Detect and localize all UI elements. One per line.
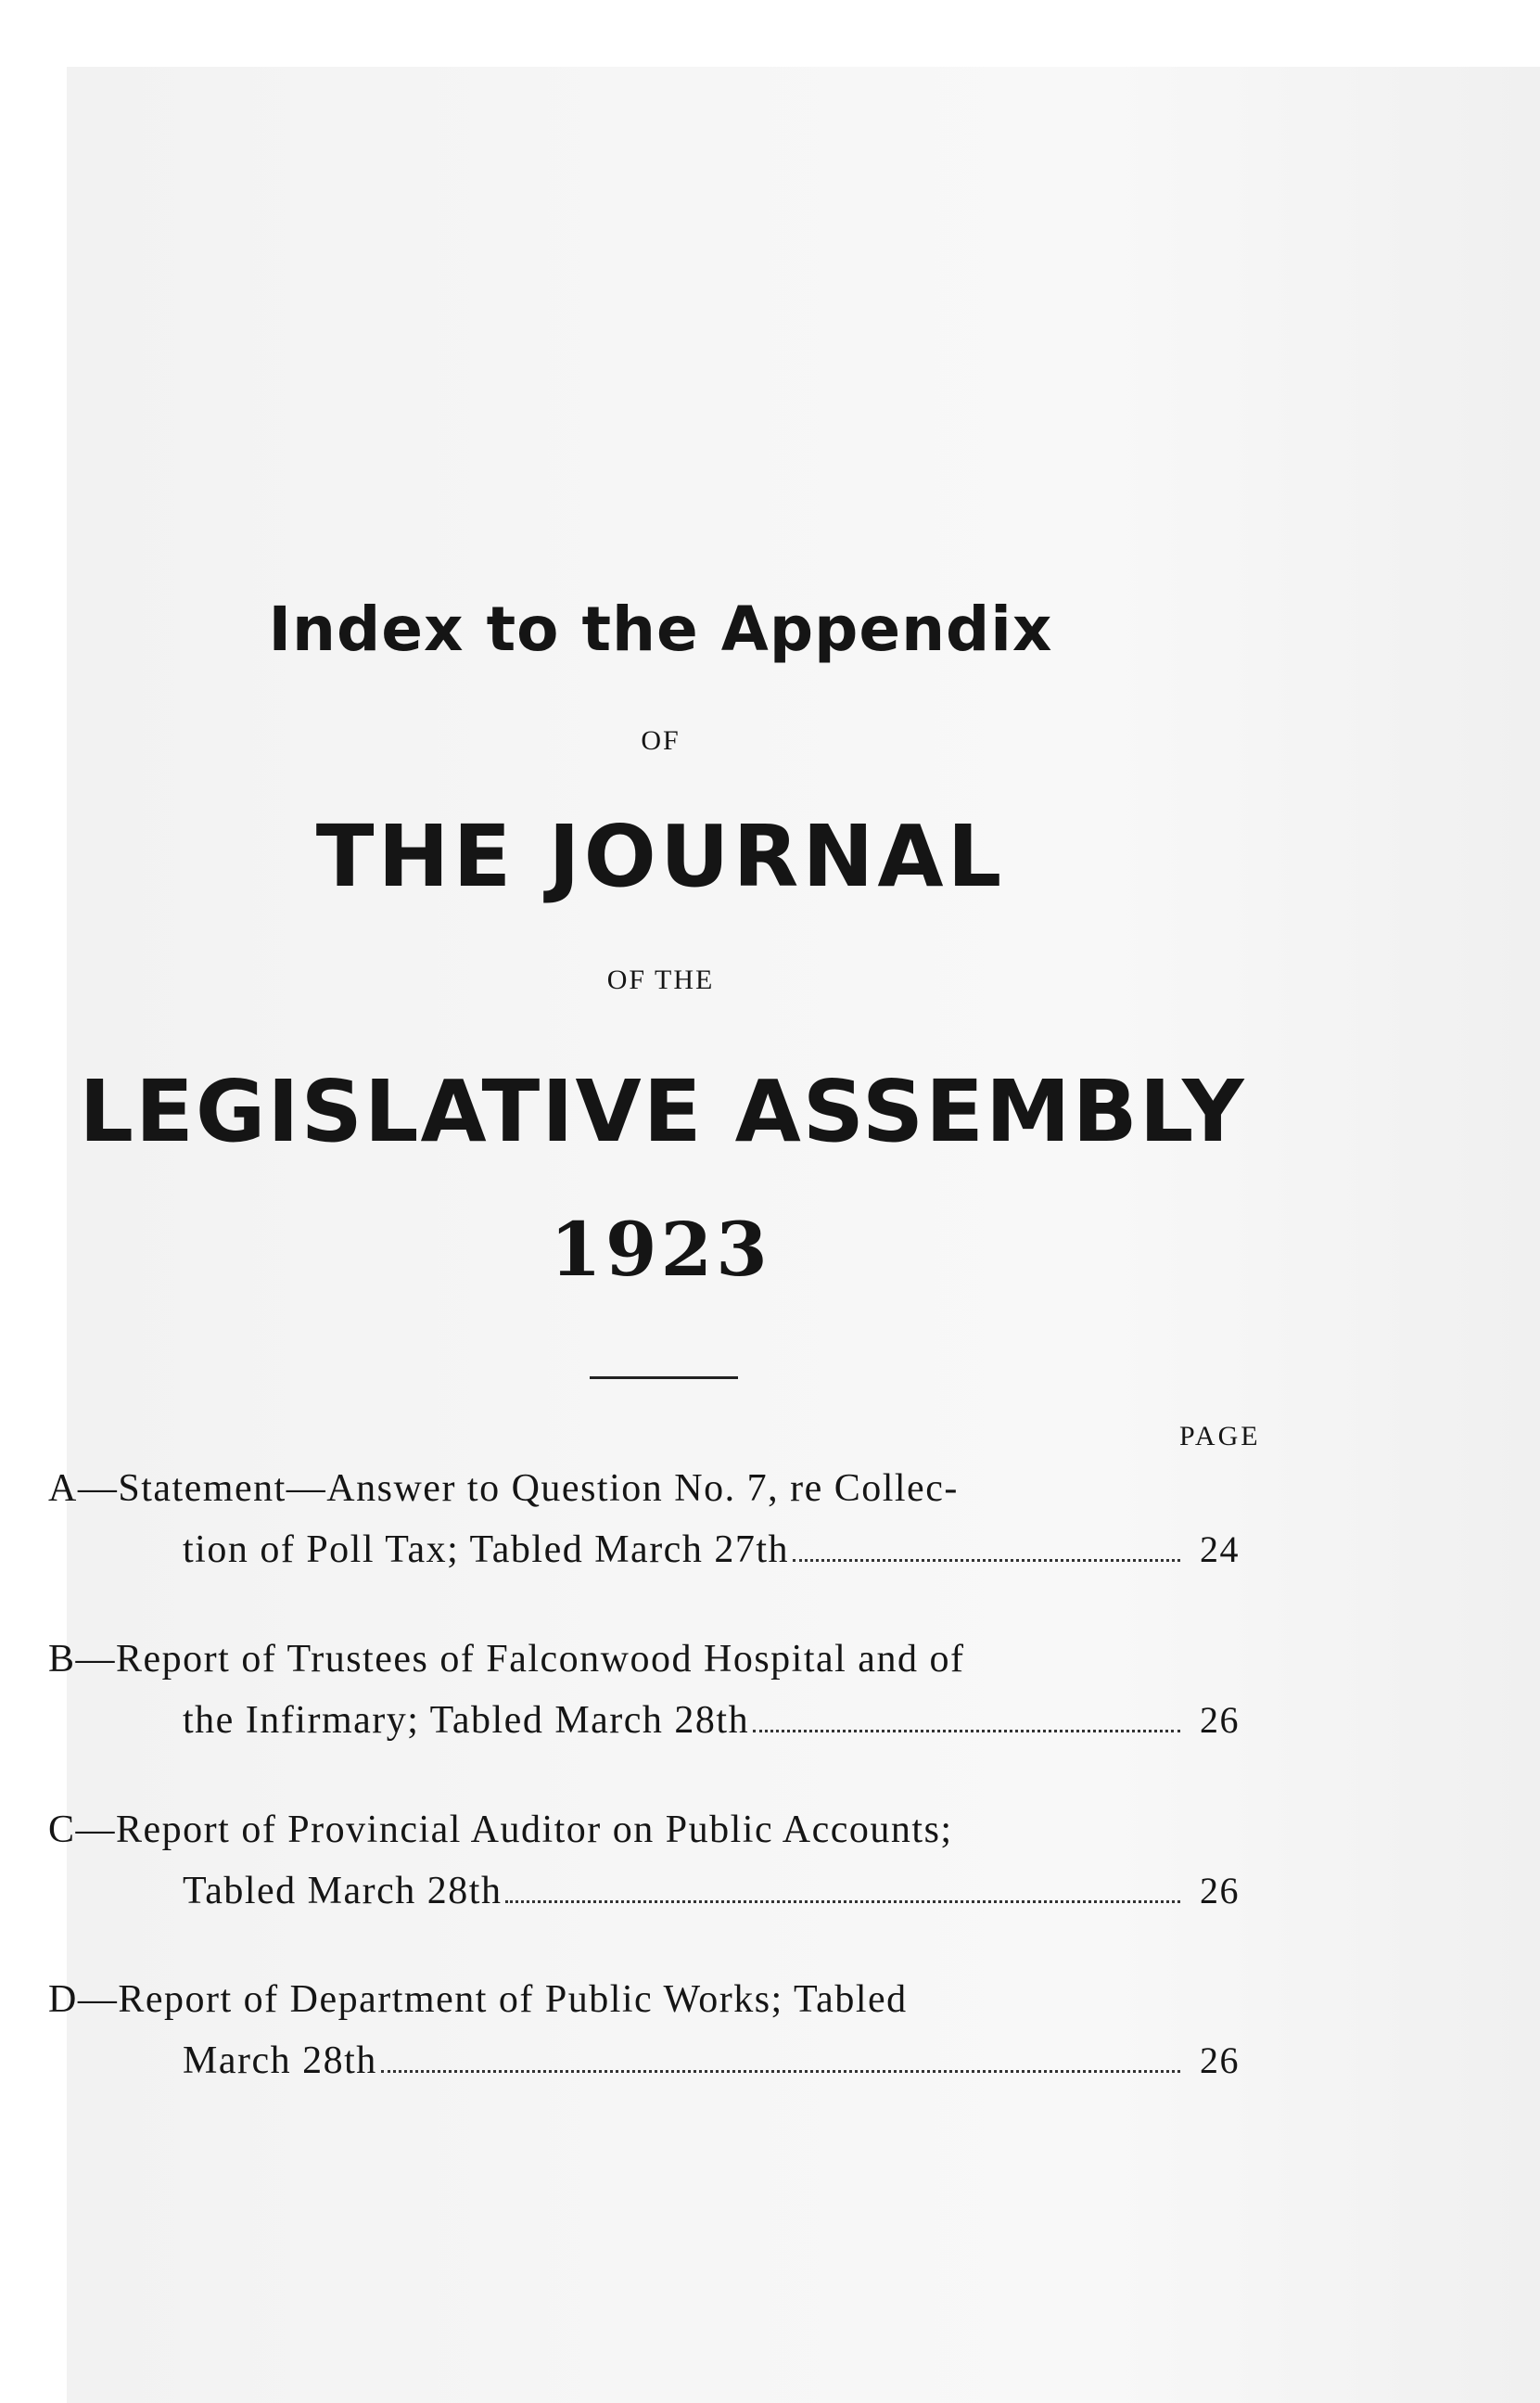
title-year: 1923 (550, 1206, 771, 1293)
index-entry-d (48, 1969, 1281, 2091)
entry-page-number: 26 (1200, 1699, 1240, 1741)
entry-page-number: 26 (1200, 2039, 1240, 2081)
entry-line2: March 28th (183, 2039, 377, 2082)
divider-rule (590, 1376, 738, 1379)
title-journal: THE JOURNAL (315, 807, 1006, 906)
title-assembly: LEGISLATIVE ASSEMBLY (79, 1062, 1246, 1161)
entry-line1: C—Report of Provincial Auditor on Public Accounts; (48, 1809, 953, 1851)
entry-line1: A—Statement—Answer to Question No. 7, re Collec- (48, 1467, 959, 1510)
entry-line2-row (183, 1690, 1240, 1751)
dot-leader (505, 1899, 1180, 1903)
index-entry-a (48, 1458, 1281, 1580)
entry-line2-row (183, 1519, 1240, 1580)
entry-page-number: 26 (1200, 1870, 1240, 1911)
index-entry-c (48, 1799, 1281, 1922)
entry-line2: tion of Poll Tax; Tabled March 27th (183, 1528, 789, 1571)
entry-line2: the Infirmary; Tabled March 28th (183, 1699, 750, 1742)
entry-line2-row (183, 1860, 1240, 1922)
entry-line1: B—Report of Trustees of Falconwood Hospital and of (48, 1638, 965, 1681)
entry-line2: Tabled March 28th (183, 1870, 503, 1912)
title-index: Index to the Appendix (268, 594, 1053, 665)
index-entry-b (48, 1629, 1281, 1751)
dot-leader (381, 2069, 1180, 2073)
title-of-the: OF THE (606, 965, 715, 995)
entry-line2-row (183, 2030, 1240, 2091)
entry-page-number: 24 (1200, 1528, 1240, 1570)
title-of: OF (641, 725, 681, 756)
entry-line1: D—Report of Department of Public Works; Tabled (48, 1978, 908, 2021)
dot-leader (753, 1729, 1180, 1732)
page-column-header: PAGE (1179, 1421, 1261, 1451)
dot-leader (793, 1558, 1180, 1562)
